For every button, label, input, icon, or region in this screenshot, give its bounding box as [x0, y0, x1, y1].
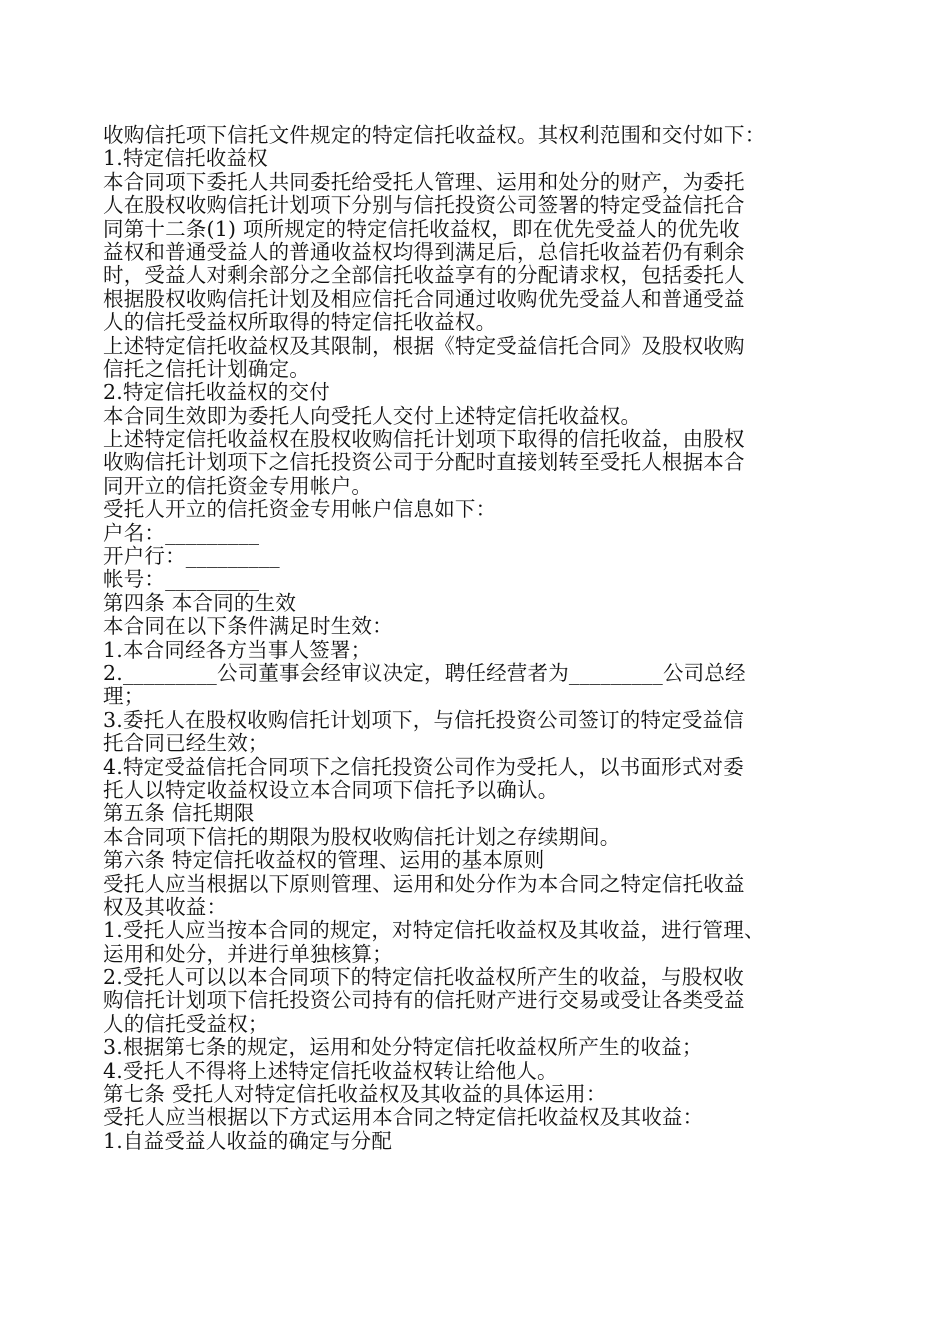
- document-body: [103, 124, 855, 1153]
- text-line: 理；: [103, 684, 145, 709]
- list-item: 1.本合同经各方当事人签署；: [103, 637, 372, 662]
- text-line: 权及其收益：: [103, 894, 228, 919]
- list-item: 3.根据第七条的规定，运用和处分特定信托收益权所产生的收益；: [103, 1035, 703, 1060]
- text-line: 购信托计划项下信托投资公司持有的信托财产进行交易或受让各类受益: [103, 988, 745, 1013]
- text-line: 信托之信托计划确定。: [103, 356, 310, 381]
- text-line: 托合同已经生效；: [103, 731, 269, 756]
- section-heading: 1.特定信托收益权: [103, 146, 268, 171]
- text-line: 人的信托受益权；: [103, 1011, 269, 1036]
- text-line: 本合同生效即为委托人向受托人交付上述特定信托收益权。: [103, 403, 642, 428]
- article-heading: 第四条 本合同的生效: [103, 590, 297, 615]
- text-line: 人的信托受益权所取得的特定信托收益权。: [103, 310, 497, 335]
- bank-field: 开户行：_________: [103, 544, 280, 569]
- list-item: 1.自益受益人收益的确定与分配: [103, 1128, 393, 1153]
- text-line: 收购信托项下信托文件规定的特定信托收益权。其权利范围和交付如下：: [103, 123, 766, 147]
- text-line: 同开立的信托资金专用帐户。: [103, 473, 373, 498]
- text-line: 受托人应当根据以下原则管理、运用和处分作为本合同之特定信托收益: [103, 871, 745, 896]
- section-heading: 2.特定信托收益权的交付: [103, 380, 330, 405]
- list-item: 3.委托人在股权收购信托计划项下，与信托投资公司签订的特定受益信: [103, 707, 744, 732]
- text-line: 受托人开立的信托资金专用帐户信息如下：: [103, 497, 497, 522]
- text-line: 同第十二条(1) 项所规定的特定信托收益权，即在优先受益人的优先收: [103, 216, 740, 241]
- list-item: 4.受托人不得将上述特定信托收益权转让给他人。: [103, 1058, 558, 1083]
- text-line: 托人以特定收益权设立本合同项下信托予以确认。: [103, 777, 559, 802]
- article-heading: 第六条 特定信托收益权的管理、运用的基本原则: [103, 848, 545, 873]
- text-line: 上述特定信托收益权及其限制，根据《特定受益信托合同》及股权收购: [103, 333, 745, 358]
- text-line: 本合同项下委托人共同委托给受托人管理、运用和处分的财产，为委托: [103, 169, 745, 194]
- account-name-field: 户名：_________: [103, 520, 260, 545]
- text-line: 本合同项下信托的期限为股权收购信托计划之存续期间。: [103, 824, 621, 849]
- text-line: 上述特定信托收益权在股权收购信托计划项下取得的信托收益，由股权: [103, 427, 745, 452]
- list-item: 4.特定受益信托合同项下之信托投资公司作为受托人，以书面形式对委: [103, 754, 744, 779]
- text-line: 根据股权收购信托计划及相应信托合同通过收购优先受益人和普通受益: [103, 286, 745, 311]
- text-line: 运用和处分，并进行单独核算；: [103, 941, 393, 966]
- list-item: 2.受托人可以以本合同项下的特定信托收益权所产生的收益，与股权收: [103, 965, 744, 990]
- text-line: 益权和普通受益人的普通收益权均得到满足后，总信托收益若仍有剩余: [103, 239, 745, 264]
- article-heading: 第五条 信托期限: [103, 801, 255, 826]
- text-line: 收购信托计划项下之信托投资公司于分配时直接划转至受托人根据本合: [103, 450, 745, 475]
- article-heading: 第七条 受托人对特定信托收益权及其收益的具体运用：: [103, 1082, 607, 1107]
- list-item: 1.受托人应当按本合同的规定，对特定信托收益权及其收益，进行管理、: [103, 918, 765, 943]
- text-line: 本合同在以下条件满足时生效：: [103, 614, 393, 639]
- text-line: 人在股权收购信托计划项下分别与信托投资公司签署的特定受益信托合: [103, 193, 745, 218]
- list-item: 2._________公司董事会经审议决定，聘任经营者为_________公司总经: [103, 660, 746, 685]
- text-line: 时，受益人对剩余部分之全部信托收益享有的分配请求权，包括委托人: [103, 263, 745, 288]
- account-number-field: 帐号：_________: [103, 567, 260, 592]
- text-line: 受托人应当根据以下方式运用本合同之特定信托收益权及其收益：: [103, 1105, 704, 1130]
